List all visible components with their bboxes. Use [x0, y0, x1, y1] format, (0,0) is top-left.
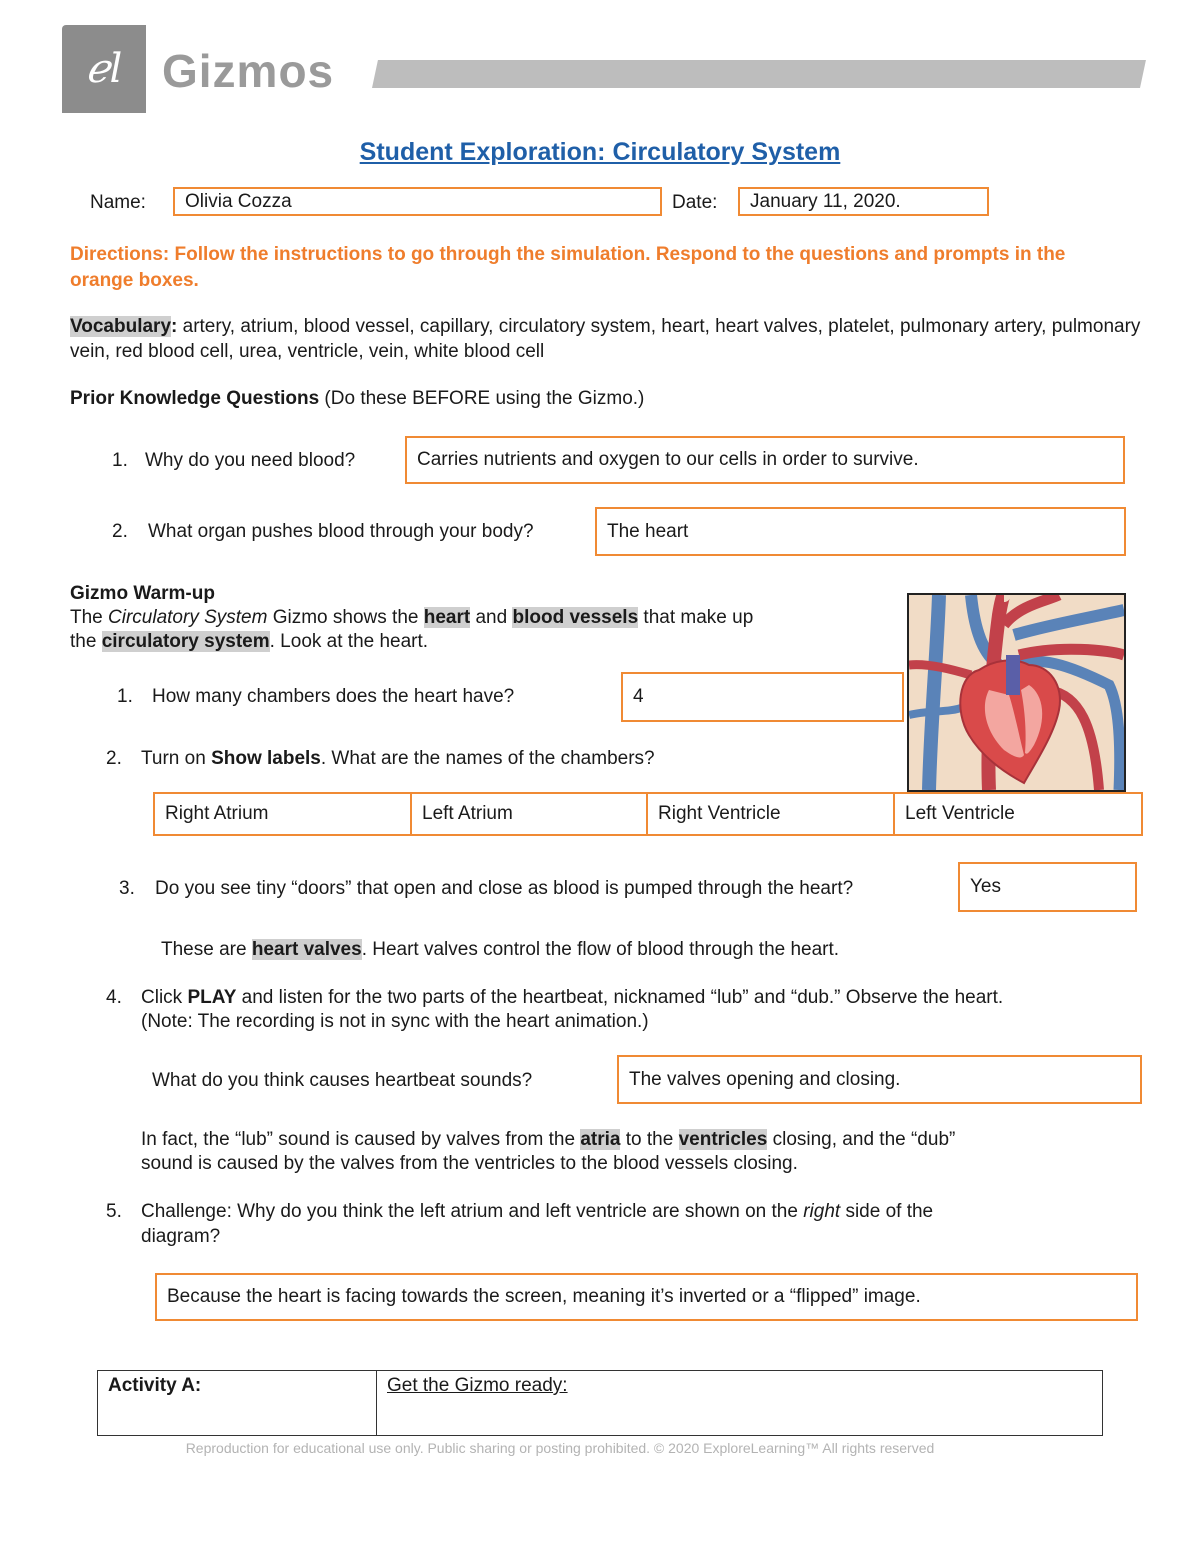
fact-text-a: In fact, the “lub” sound is caused by valves from the: [141, 1129, 581, 1150]
warmup-q1-number: 1.: [117, 686, 133, 707]
fact-text-b: to the: [620, 1129, 679, 1150]
q5-text-a: Challenge: Why do you think the left atrium and left ventricle are shown on the: [141, 1201, 804, 1222]
prior-q2-answer-box[interactable]: [595, 507, 1126, 556]
prior-q1-answer: Carries nutrients and oxygen to our cells in order to survive.: [417, 449, 919, 470]
prior-q2-number: 2.: [112, 521, 128, 542]
warmup-q4-answer-box[interactable]: [617, 1055, 1142, 1104]
warmup-intro-text: . Look at the heart.: [269, 631, 429, 652]
lub-dub-fact-line1: [141, 1127, 955, 1152]
warmup-intro-line2: [70, 629, 428, 654]
heart-valves-note: [161, 937, 839, 962]
vocabulary-paragraph: [70, 314, 1150, 364]
warmup-q3-number: 3.: [119, 878, 135, 899]
warmup-q4-note: (Note: The recording is not in sync with the heart animation.): [141, 1011, 649, 1032]
term-heart-valves: heart valves: [251, 939, 362, 960]
play-term: PLAY: [187, 987, 237, 1008]
warmup-q1-answer-box[interactable]: [621, 672, 904, 722]
heart-diagram-image: [907, 593, 1126, 792]
q4-text-b: and listen for the two parts of the heartbeat, nicknamed “lub” and “dub.” Observe the heart.: [236, 987, 1004, 1008]
warmup-intro-line1: [70, 605, 753, 630]
name-field[interactable]: [173, 187, 662, 216]
term-atria: atria: [580, 1129, 621, 1150]
term-blood-vessels: blood vessels: [512, 607, 639, 628]
warmup-q2-text-a: Turn on: [141, 748, 212, 769]
warmup-q5-answer: Because the heart is facing towards the screen, meaning it’s inverted or a “flipped” image.: [167, 1286, 921, 1307]
q5-text-b: side of the: [840, 1201, 934, 1222]
prior-q2-answer: The heart: [607, 520, 689, 542]
chambers-answer-table: [153, 792, 1143, 836]
header-bar: [372, 60, 1146, 88]
term-circulatory-system: circulatory system: [101, 631, 270, 652]
chamber-cell[interactable]: Left Atrium: [411, 793, 647, 835]
chambers-row: [154, 793, 1142, 835]
warmup-q1-text: How many chambers does the heart have?: [152, 686, 515, 707]
prior-q1-text: Why do you need blood?: [145, 450, 356, 471]
q4-text-a: Click: [141, 987, 188, 1008]
warmup-q4-answer: The valves opening and closing.: [629, 1068, 901, 1090]
chamber-cell[interactable]: Left Ventricle: [894, 793, 1142, 835]
prior-q2-text: What organ pushes blood through your body?: [148, 521, 534, 542]
prior-q1-answer-box[interactable]: [405, 436, 1125, 484]
warmup-intro-text: and: [470, 607, 513, 628]
warmup-intro-text: the: [70, 631, 102, 652]
warmup-q2-text: [141, 746, 655, 771]
warmup-q5-answer-box[interactable]: [155, 1273, 1138, 1321]
valves-text-b: . Heart valves control the flow of blood through the heart.: [361, 939, 840, 960]
warmup-q4-text: [141, 985, 1003, 1010]
gizmos-logo-text: Gizmos: [162, 45, 335, 97]
prior-knowledge-heading: [70, 386, 644, 411]
warmup-q5-number: 5.: [106, 1201, 122, 1222]
warmup-intro-text: Gizmo shows the: [267, 607, 424, 628]
name-value: Olivia Cozza: [185, 190, 292, 212]
prior-note: (Do these BEFORE using the Gizmo.): [319, 388, 645, 409]
page-title: Student Exploration: Circulatory System: [359, 138, 841, 166]
vocabulary-label: Vocabulary: [70, 316, 172, 337]
activity-a-table: [97, 1370, 1103, 1436]
fact-text-c: closing, and the “dub”: [767, 1129, 956, 1150]
prior-q1-number: 1.: [112, 450, 128, 471]
warmup-intro-text: that make up: [638, 607, 754, 628]
warmup-q3-answer-box[interactable]: [958, 862, 1137, 912]
warmup-q2-text-b: . What are the names of the chambers?: [320, 748, 655, 769]
warmup-q4-number: 4.: [106, 987, 122, 1008]
date-label: Date:: [672, 192, 718, 213]
chamber-cell[interactable]: Right Atrium: [154, 793, 411, 835]
warmup-intro-italic: Circulatory System: [108, 607, 268, 628]
prior-heading-bold: Prior Knowledge Questions: [70, 388, 320, 409]
warmup-q3-answer: Yes: [970, 876, 1001, 897]
warmup-q4-subquestion: What do you think causes heartbeat sounds?: [152, 1070, 533, 1091]
activity-title: Get the Gizmo ready:: [377, 1371, 1103, 1436]
warmup-q3-text: Do you see tiny “doors” that open and close as blood is pumped through the heart?: [155, 878, 854, 899]
warmup-intro-text: The: [70, 607, 109, 628]
show-labels-term: Show labels: [211, 748, 321, 769]
warmup-heading: Gizmo Warm-up: [70, 583, 215, 604]
warmup-q5-text: [141, 1199, 933, 1224]
footer-copyright: Reproduction for educational use only. Public sharing or posting prohibited. © 2020 ExploreLearning™ All rights reserved: [185, 1440, 935, 1456]
activity-label: Activity A:: [98, 1371, 377, 1436]
date-value: January 11, 2020.: [750, 190, 901, 212]
term-ventricles: ventricles: [678, 1129, 768, 1150]
vocabulary-terms: artery, atrium, blood vessel, capillary, circulatory system, heart, heart valves, platelet, pulmonary artery, pulmonary vein, red blood cell, urea, ventricle, vein, white blood cell: [70, 316, 1141, 362]
el-logo-icon: [62, 25, 146, 113]
chamber-cell[interactable]: Right Ventricle: [647, 793, 894, 835]
activity-row: [98, 1371, 1103, 1436]
warmup-q1-answer: 4: [633, 686, 644, 707]
term-heart: heart: [423, 607, 471, 628]
name-label: Name:: [90, 192, 146, 213]
warmup-q2-number: 2.: [106, 748, 122, 769]
lub-dub-fact-line2: sound is caused by the valves from the ventricles to the blood vessels closing.: [141, 1153, 798, 1174]
vocabulary-colon: :: [171, 316, 178, 337]
date-field[interactable]: [738, 187, 989, 216]
q5-italic: right: [803, 1201, 841, 1222]
valves-text-a: These are: [161, 939, 252, 960]
warmup-q5-text-line2: diagram?: [141, 1226, 221, 1247]
logo-glyph: ℯl: [85, 46, 123, 92]
directions-text: Directions: Follow the instructions to go through the simulation. Respond to the questions and prompts in the orange boxes.: [70, 244, 1066, 291]
